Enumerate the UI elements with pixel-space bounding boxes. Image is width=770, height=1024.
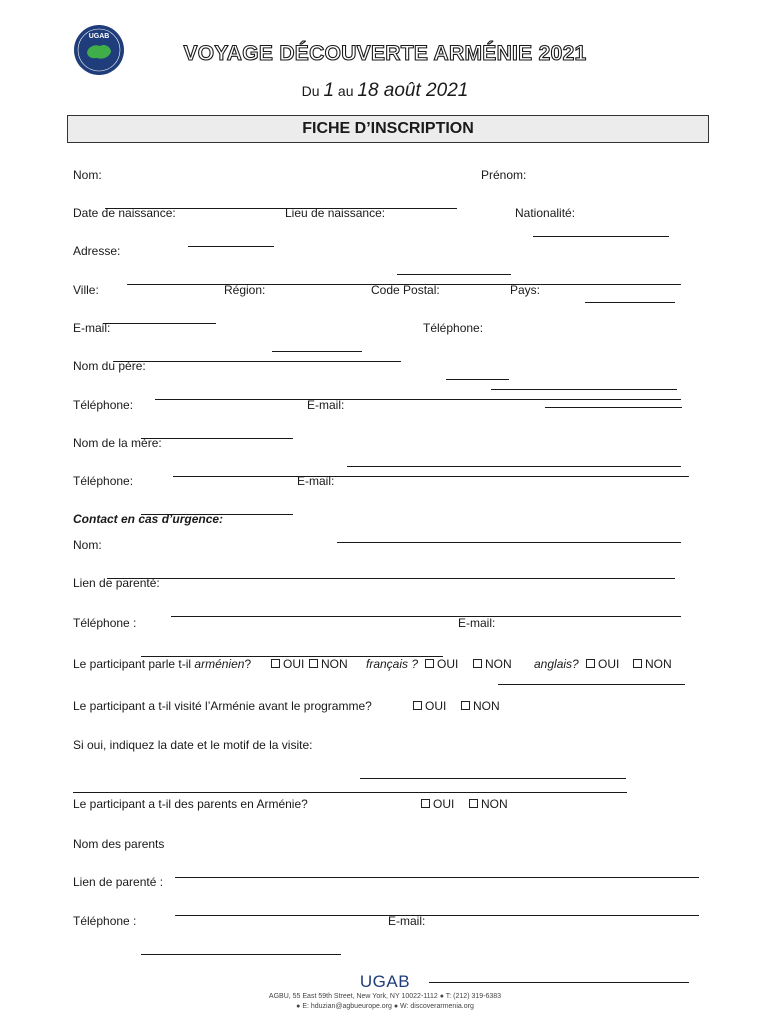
label-pays: Pays:: [510, 283, 541, 297]
checkbox-icon: [271, 659, 280, 668]
row-urgence-nom: [73, 538, 102, 580]
row-si-oui-suite: [73, 766, 80, 794]
checkbox-parents-oui[interactable]: OUI: [421, 797, 454, 811]
label-adresse: Adresse:: [73, 244, 121, 258]
field-telephone-parents[interactable]: [141, 942, 341, 955]
field-lien-parents[interactable]: [175, 903, 699, 916]
footer-contact: ● E: hduzian@agbueurope.org ● W: discoverarmenia.org: [296, 1003, 474, 1010]
row-adresse: [73, 244, 121, 286]
label-urgence-nom: Nom:: [73, 538, 102, 552]
field-urgence-lien[interactable]: [171, 604, 681, 617]
field-date-naissance[interactable]: [188, 234, 274, 247]
checkbox-armenien-non[interactable]: NON: [309, 657, 348, 671]
field-urgence-nom[interactable]: [107, 566, 675, 579]
label-anglais: anglais?: [534, 657, 579, 671]
label-email-mere: E-mail:: [297, 474, 335, 488]
urgence-heading: Contact en cas d’urgence:: [73, 512, 224, 526]
label-nom-pere: Nom du père:: [73, 359, 146, 373]
label-telephone-mere: Téléphone:: [73, 474, 134, 488]
field-nom-parents[interactable]: [175, 865, 699, 878]
checkbox-visite-oui[interactable]: OUI: [413, 699, 446, 713]
label-si-oui: Si oui, indiquez la date et le motif de la visite:: [73, 738, 313, 752]
label-nom-parents: Nom des parents: [73, 837, 165, 851]
checkbox-parents-non[interactable]: NON: [469, 797, 508, 811]
field-prenom[interactable]: [533, 224, 669, 237]
label-urgence-lien: Lien de parenté:: [73, 576, 160, 590]
checkbox-anglais-non[interactable]: NON: [633, 657, 672, 671]
form-banner: FICHE D’INSCRIPTION: [67, 115, 709, 143]
label-urgence-telephone: Téléphone :: [73, 616, 137, 630]
field-email-mere[interactable]: [337, 530, 681, 543]
label-code-postal: Code Postal:: [371, 283, 440, 297]
field-si-oui[interactable]: [360, 766, 626, 779]
label-parents: Le participant a t-il des parents en Arménie?: [73, 797, 308, 811]
label-ville: Ville:: [73, 283, 99, 297]
label-telephone: Téléphone:: [423, 321, 484, 335]
checkbox-icon: [309, 659, 318, 668]
field-urgence-email[interactable]: [498, 672, 685, 685]
checkbox-francais-oui[interactable]: OUI: [425, 657, 458, 671]
label-email-pere: E-mail:: [307, 398, 345, 412]
label-lieu-naissance: Lieu de naissance:: [285, 206, 386, 220]
checkbox-icon: [421, 799, 430, 808]
label-visite: Le participant a t-il visité l’Arménie avant le programme?: [73, 699, 372, 713]
label-telephone-parents: Téléphone :: [73, 914, 137, 928]
checkbox-armenien-oui[interactable]: OUI: [271, 657, 304, 671]
label-nom-mere: Nom de la mère:: [73, 436, 162, 450]
checkbox-icon: [586, 659, 595, 668]
label-lien-parents: Lien de parenté :: [73, 875, 164, 889]
footer-address: AGBU, 55 East 59th Street, New York, NY 10022-1112 ● T: (212) 319-6383: [268, 993, 502, 1000]
checkbox-francais-non[interactable]: NON: [473, 657, 512, 671]
label-telephone-pere: Téléphone:: [73, 398, 134, 412]
field-nom-mere[interactable]: [173, 464, 689, 477]
field-telephone-pere[interactable]: [141, 426, 293, 439]
checkbox-anglais-oui[interactable]: OUI: [586, 657, 619, 671]
row-nom-parents: [73, 837, 165, 879]
document-title: VOYAGE DÉCOUVERTE ARMÉNIE 2021: [183, 42, 587, 65]
trip-dates: Du 1 au 18 août 2021: [301, 80, 469, 101]
label-region: Région:: [224, 283, 266, 297]
checkbox-visite-non[interactable]: NON: [461, 699, 500, 713]
checkbox-icon: [469, 799, 478, 808]
row-nom-mere: [73, 436, 162, 478]
label-email-parents: E-mail:: [388, 914, 426, 928]
row-nom-pere: [73, 359, 146, 401]
label-nom: Nom:: [73, 168, 102, 182]
row-lien-parents: [73, 875, 164, 917]
label-nationalite: Nationalité:: [515, 206, 576, 220]
checkbox-icon: [473, 659, 482, 668]
checkbox-icon: [461, 701, 470, 710]
footer-logo: UGAB: [359, 972, 411, 991]
field-ville[interactable]: [103, 311, 216, 324]
label-date-naissance: Date de naissance:: [73, 206, 176, 220]
field-urgence-telephone[interactable]: [141, 644, 443, 657]
label-email: E-mail:: [73, 321, 111, 335]
svg-text:UGAB: UGAB: [88, 33, 110, 40]
label-francais: français ?: [366, 657, 419, 671]
field-nationalite[interactable]: [585, 290, 675, 303]
checkbox-icon: [425, 659, 434, 668]
label-langues: Le participant parle t-il arménien?: [73, 657, 252, 671]
label-prenom: Prénom:: [481, 168, 527, 182]
field-nom-pere[interactable]: [155, 387, 681, 400]
row-urgence-lien: [73, 576, 160, 618]
label-urgence-email: E-mail:: [458, 616, 496, 630]
checkbox-icon: [413, 701, 422, 710]
checkbox-icon: [633, 659, 642, 668]
field-email[interactable]: [113, 349, 401, 362]
field-si-oui-suite[interactable]: [73, 780, 627, 793]
